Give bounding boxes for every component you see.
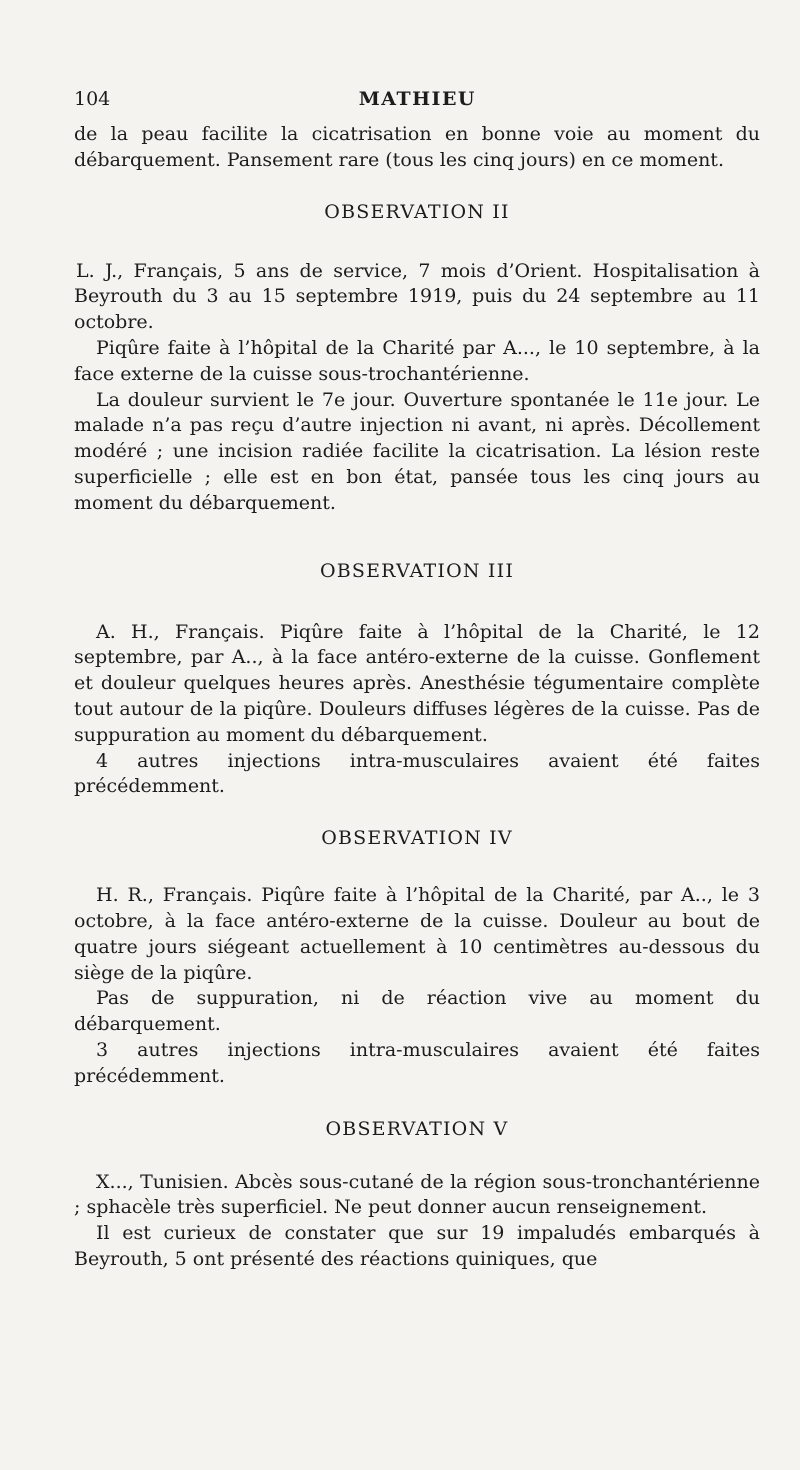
observation-5-title: OBSERVATION V bbox=[325, 1117, 509, 1140]
observation-3-title: OBSERVATION III bbox=[319, 559, 515, 582]
observation-5-paragraph: X..., Tunisien. Abcès sous-cutané de la région sous-tronchantérienne ; sphacèle très superficiel. Ne peut donner aucun renseignement. bbox=[74, 1170, 760, 1219]
observation-4-paragraph: Pas de suppuration, ni de réaction vive au moment du débarquement. bbox=[74, 987, 760, 1036]
observation-4-paragraph: 3 autres injections intra-musculaires avaient été faites précédemment. bbox=[74, 1038, 760, 1087]
running-title: MATHIEU bbox=[358, 88, 476, 110]
observation-3-paragraph: 4 autres injections intra-musculaires avaient été faites précédemment. bbox=[74, 749, 760, 798]
observation-2-paragraph: Piqûre faite à l’hôpital de la Charité par A..., le 10 septembre, à la face externe de la cuisse sous-trochantérienne. bbox=[74, 336, 760, 385]
observation-5-paragraph: Il est curieux de constater que sur 19 impaludés embarqués à Beyrouth, 5 ont présenté des réactions quiniques, que bbox=[74, 1222, 760, 1270]
observation-4-title: OBSERVATION IV bbox=[321, 827, 513, 850]
observation-2-paragraph: La douleur survient le 7e jour. Ouverture spontanée le 11e jour. Le malade n’a pas reçu d’autre injection ni avant, ni après. Décollement modéré ; une incision radiée facilite la cicatrisation. La lésion reste superficielle ; elle est en bon état, pansée tous les cinq jours au moment du débarquement. bbox=[74, 388, 760, 514]
observation-4-paragraph: H. R., Français. Piqûre faite à l’hôpital de la Charité, par A.., le 3 octobre, à la face antéro-externe de la cuisse. Douleur au bout de quatre jours siégeant actuellement à 10 centimètres au-dessous du siège de la piqûre. bbox=[74, 884, 760, 984]
observation-2-paragraph: L. J., Français, 5 ans de service, 7 mois d’Orient. Hospitalisation à Beyrouth du 3 au 15 septembre 1919, puis du 24 septembre au 11 octobre. bbox=[74, 259, 760, 334]
intro-paragraph: de la peau facilite la cicatrisation en bonne voie au moment du débarquement. Pansement rare (tous les cinq jours) en ce moment. bbox=[74, 123, 760, 171]
page-number: 104 bbox=[74, 88, 111, 110]
observation-2-title: OBSERVATION II bbox=[324, 200, 510, 223]
book-page bbox=[74, 88, 760, 1273]
observation-3-paragraph: A. H., Français. Piqûre faite à l’hôpital de la Charité, le 12 septembre, par A.., à la face antéro-externe de la cuisse. Gonflement et douleur quelques heures après. Anesthésie tégumentaire complète tout autour de la piqûre. Douleurs diffuses légères de la cuisse. Pas de suppuration au moment du débarquement. bbox=[74, 620, 760, 746]
running-header bbox=[74, 88, 760, 122]
